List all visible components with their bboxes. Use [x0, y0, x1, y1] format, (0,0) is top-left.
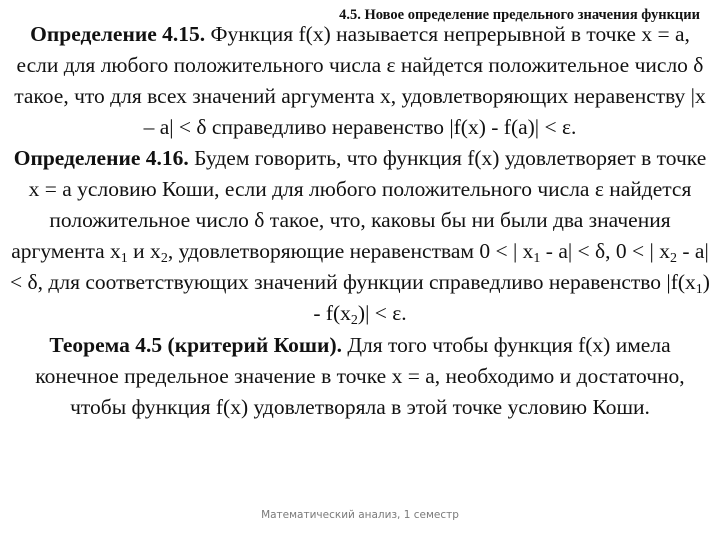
definition-4-16-text: - a| < δ, для соответствующих значений функции справедливо неравенство |f(x	[10, 239, 709, 294]
definition-4-16-text: )| < ε.	[357, 301, 407, 325]
definition-4-16	[8, 143, 712, 329]
definition-4-15-title: Определение 4.15.	[30, 22, 206, 46]
definition-4-15	[8, 19, 712, 143]
theorem-4-5-title: Теорема 4.5 (критерий Коши).	[49, 333, 342, 357]
definition-4-16-title: Определение 4.16.	[13, 146, 189, 170]
subscript: 1	[533, 251, 541, 266]
definition-4-16-text: и x	[127, 239, 161, 263]
slide-footer: Математический анализ, 1 семестр	[261, 509, 459, 521]
definition-4-16-text: , удовлетворяющие неравенствам 0 < | x	[167, 239, 534, 263]
theorem-4-5	[8, 330, 712, 423]
subscript: 1	[120, 251, 128, 266]
definition-4-16-text: ) - f(x	[313, 270, 710, 325]
subscript: 2	[350, 313, 358, 328]
subscript: 1	[695, 282, 703, 297]
theorem-4-5-text: Для того чтобы функция f(x) имела конечное предельное значение в точке x = a, необходимо и достаточно, чтобы функция f(x) удовлетворяла в этой точке условию Коши.	[35, 333, 685, 419]
section-header: 4.5. Новое определение предельного значения функции	[339, 7, 700, 23]
definition-4-16-text: - a| < δ, 0 < | x	[540, 239, 670, 263]
definition-4-16-text: Будем говорить, что функция f(x) удовлетворяет в точке x = a условию Коши, если для любого положительного числа ε найдется положительное число δ такое, что, каковы бы ни были два значения аргумента x	[11, 146, 707, 263]
definition-4-15-text: Функция f(x) называется непрерывной в точке x = a, если для любого положительного числа ε найдется положительное число δ такое, что для всех значений аргумента x, удовлетворяющих неравенству |x – a| < δ справедливо неравенство |f(x) - f(a)| < ε.	[14, 22, 706, 139]
slide-content	[8, 19, 712, 423]
subscript: 2	[160, 251, 168, 266]
subscript: 2	[670, 251, 677, 266]
